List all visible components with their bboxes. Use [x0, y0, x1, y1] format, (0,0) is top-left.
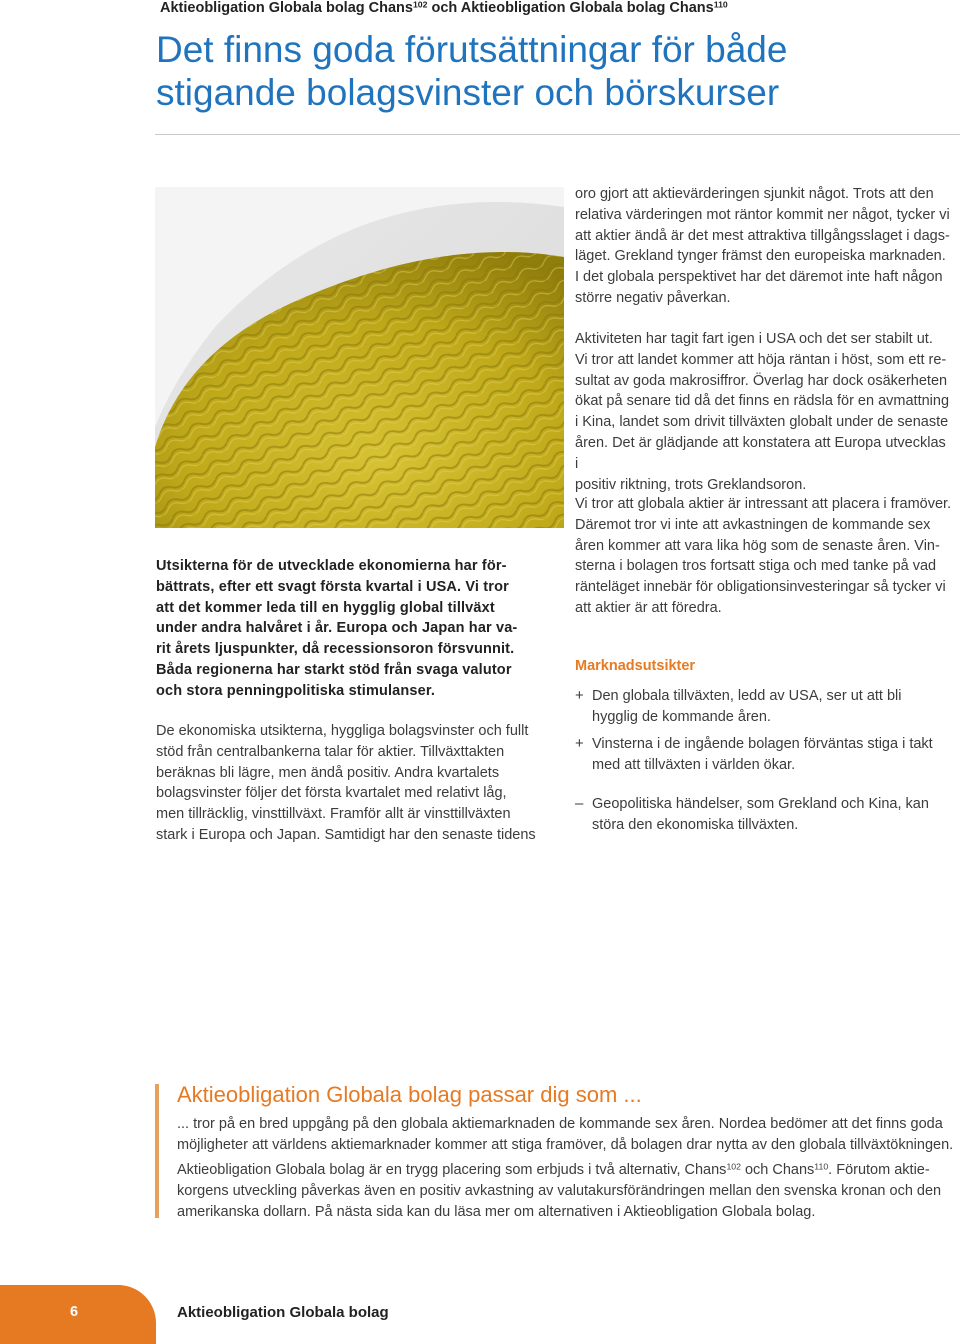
body-line: stark i Europa och Japan. Samtidigt har den senaste tidens [156, 826, 536, 843]
lead-line: bättrats, efter ett svagt första kvartal i USA. Vi tror [156, 578, 509, 595]
highlight-bar [155, 1084, 159, 1218]
divider [155, 134, 960, 135]
list-item-line: hygglig de kommande åren. [592, 708, 771, 725]
body-line: bolagsvinster följer det första kvartalet med relativt låg, [156, 785, 507, 802]
body-line: De ekonomiska utsikterna, hyggliga bolagsvinster och fullt [156, 723, 529, 739]
body-line: ... tror på en bred uppgång på den globala aktiemarknaden de kommande sex åren. Nordea bedömer att det finns goda [177, 1116, 943, 1132]
body-line: Vi tror att globala aktier är intressant att placera i framöver. [575, 496, 952, 512]
body-line: Aktieobligation Globala bolag är en trygg placering som erbjuds i två alternativ, Chans$^{102}$ och Chans$^{110}$. Förutom aktie- [177, 1161, 930, 1178]
market-outlook-heading: Marknadsutsikter [575, 658, 696, 674]
lead-line: rit årets ljuspunkter, då recessionsoron försvunnit. [156, 641, 515, 658]
suitability-paragraph [177, 1114, 955, 1156]
body-line: ränteläget innebär för obligationsinvesteringar så tycker vi [575, 579, 946, 596]
lead-line: och stora penningpolitiska stimulanser. [156, 682, 435, 699]
body-line: korgens utveckling påverkas även en positiv avkastning av valutakursförändringen mellan den svenska kronan och den [177, 1182, 942, 1199]
lead-line: under andra halvåret i år. Europa och Japan har va- [156, 620, 518, 637]
body-line: större negativ påverkan. [575, 289, 731, 306]
suitability-title: Aktieobligation Globala bolag passar dig som ... [177, 1082, 642, 1107]
lead-line: att det kommer leda till en hygglig global tillväxt [156, 599, 495, 616]
body-line: I det globala perspektivet har det däremot inte haft någon [575, 269, 943, 286]
list-item-line: Vinsterna i de ingående bolagen förväntas stiga i takt [592, 736, 933, 752]
body-paragraph [156, 721, 536, 846]
body-paragraph [575, 494, 953, 619]
body-line: relativa värderingen mot räntor kommit ner något, tycker vi [575, 206, 950, 223]
list-item-line: Geopolitiska händelser, som Grekland och Kina, kan [592, 796, 929, 812]
suitability-paragraph [177, 1160, 955, 1222]
body-paragraph [575, 329, 953, 495]
page-title-line: Det finns goda förutsättningar för både [156, 29, 788, 70]
body-paragraph [575, 184, 953, 309]
list-item-line: Den globala tillväxten, ledd av USA, ser ut att bli [592, 688, 902, 704]
plus-icon: + [575, 735, 584, 752]
body-line: läget. Grekland tynger främst den europeiska marknaden. [575, 248, 946, 265]
body-line: åren kommer att vara lika hög som de senaste åren. Vin- [575, 537, 940, 554]
lead-line: Utsikterna för de utvecklade ekonomierna har för- [156, 558, 507, 574]
body-line: stöd från centralbankerna talar för aktier. Tillväxttakten [156, 743, 505, 760]
market-outlook-list [575, 686, 953, 846]
body-line: men tillräcklig, vinsttillväxt. Framför allt är vinsttillväxten [156, 806, 511, 823]
yarn-photo [155, 187, 564, 528]
body-line: sterna i bolagen tros fortsatt stiga och med tanke på vad [575, 558, 937, 575]
body-line: Vi tror att landet kommer att höja räntan i höst, som ett re- [575, 351, 947, 368]
lead-paragraph [156, 556, 536, 702]
body-line: att aktier ändå är det mest attraktiva tillgångsslaget i dags- [575, 227, 950, 244]
body-line: positiv riktning, trots Greklandsoron. [575, 476, 807, 493]
body-line: oro gjort att aktievärderingen sjunkit något. Trots att den [575, 186, 934, 202]
body-line: sultat av goda makrosiffror. Överlag har dock osäkerheten [575, 372, 948, 389]
page-title [156, 28, 936, 114]
body-line: Däremot tror vi inte att avkastningen de kommande sex [575, 516, 931, 533]
footer-label: Aktieobligation Globala bolag [177, 1304, 389, 1321]
plus-icon: + [575, 687, 584, 704]
document-series-title: Aktieobligation Globala bolag Chans$^{102}$ och Aktieobligation Globala bolag Chans$^{110}$ [160, 0, 728, 16]
list-item-line: störa den ekonomiska tillväxten. [592, 816, 799, 833]
body-line: åren. Det är glädjande att konstatera att Europa utvecklas i [575, 434, 946, 472]
body-line: beräknas bli lägre, men ändå positiv. Andra kvartalets [156, 764, 500, 781]
body-line: ökat på senare tid då det finns en rädsla för en avmattning [575, 393, 950, 410]
body-line: möjligheter att världens aktiemarknader kommer att stiga framöver, då bolagen drar nytta av den globala tillväxtökningen. [177, 1136, 954, 1153]
lead-line: Båda regionerna har starkt stöd från svaga valutor [156, 661, 512, 678]
list-item-line: med att tillväxten i världen ökar. [592, 756, 796, 773]
minus-icon: – [575, 795, 584, 812]
body-line: Aktiviteten har tagit fart igen i USA och det ser stabilt ut. [575, 331, 933, 347]
body-line: amerikanska dollarn. På nästa sida kan du läsa mer om alternativen i Aktieobligation Globala bolag. [177, 1203, 816, 1220]
page-title-line: stigande bolagsvinster och börskurser [156, 72, 780, 113]
page-number: 6 [70, 1304, 79, 1320]
body-line: att aktier är att föredra. [575, 599, 722, 616]
body-line: i Kina, landet som drivit tillväxten globalt under de senaste [575, 414, 949, 431]
